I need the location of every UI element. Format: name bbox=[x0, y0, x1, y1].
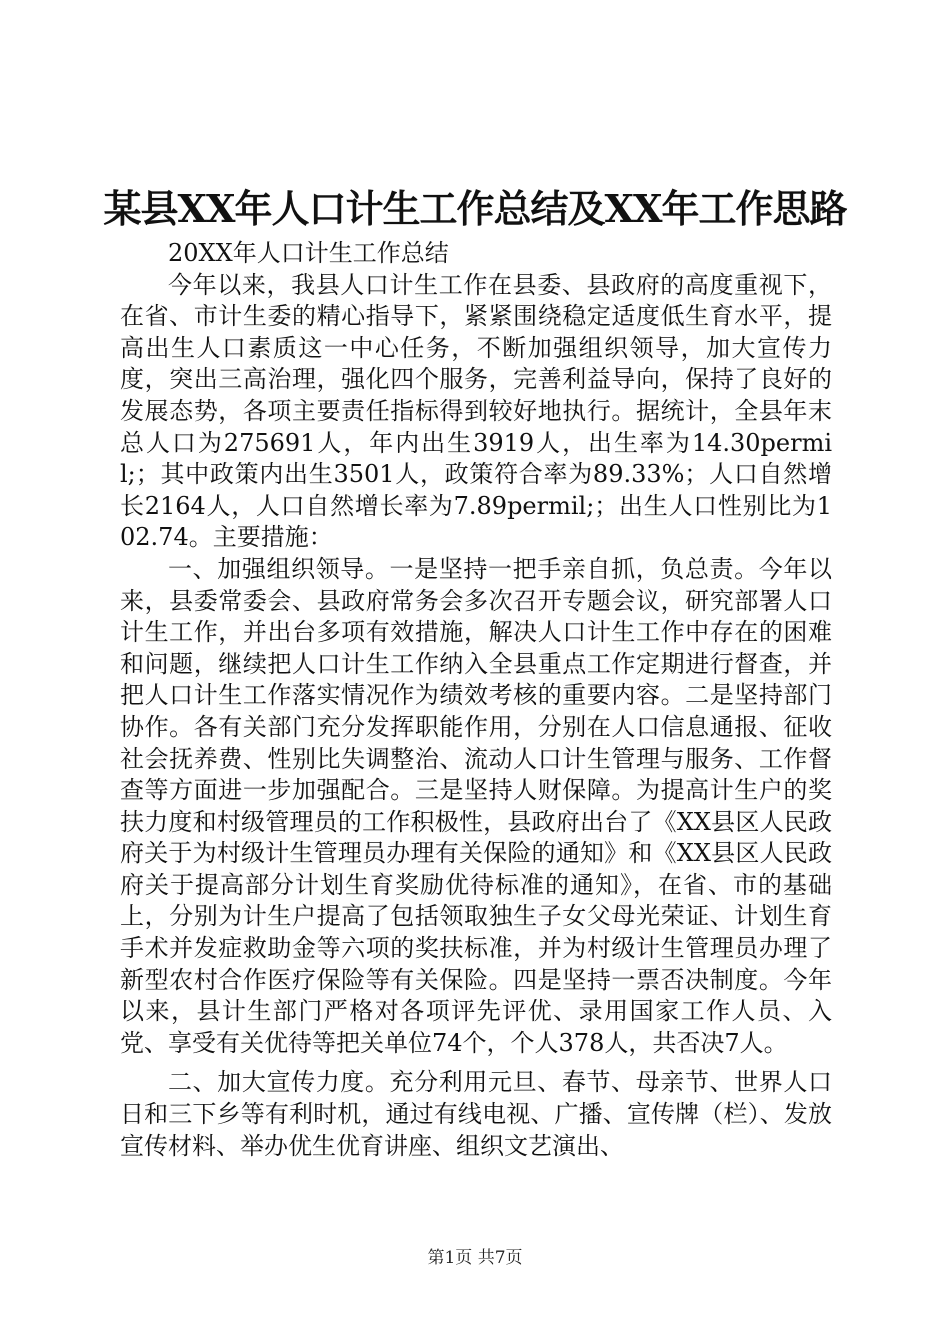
page-footer: 第1页 共7页 bbox=[427, 1248, 523, 1268]
section-subtitle: 20XX年人口计生工作总结 bbox=[168, 239, 449, 267]
document-body bbox=[120, 238, 832, 1162]
document-title: 某县XX年人口计生工作总结及XX年工作思路 bbox=[103, 186, 847, 231]
paragraph-intro: 今年以来，我县人口计生工作在县委、县政府的高度重视下，在省、市计生委的精心指导下，紧紧围绕稳定适度低生育水平，提高出生人口素质这一中心任务，不断加强组织领导，加大宣传力度，突出三高治理，强化四个服务，完善利益导向，保持了良好的发展态势，各项主要责任指标得到较好地执行。据统计，全县年末总人口为275691人，年内出生3919人，出生率为14.30permil;；其中政策内出生3501人，政策符合率为89.33%；人口自然增长2164人，人口自然增长率为7.89permil;；出生人口性别比为102.74。主要措施： bbox=[120, 270, 832, 552]
paragraph-section-one: 一、加强组织领导。一是坚持一把手亲自抓，负总责。今年以来，县委常委会、县政府常务会多次召开专题会议，研究部署人口计生工作，并出台多项有效措施，解决人口计生工作中存在的困难和问题，继续把人口计生工作纳入全县重点工作定期进行督查，并把人口计生工作落实情况作为绩效考核的重要内容。二是坚持部门协作。各有关部门充分发挥职能作用，分别在人口信息通报、征收社会抚养费、性别比失调整治、流动人口计生管理与服务、工作督查等方面进一步加强配合。三是坚持人财保障。为提高计生户的奖扶力度和村级管理员的工作积极性，县政府出台了《XX县区人民政府关于为村级计生管理员办理有关保险的通知》和《XX县区人民政府关于提高部分计划生育奖励优待标准的通知》，在省、市的基础上，分别为计生户提高了包括领取独生子女父母光荣证、计划生育手术并发症救助金等六项的奖扶标准，并为村级计生管理员办理了新型农村合作医疗保险等有关保险。四是坚持一票否决制度。今年以来，县计生部门严格对各项评先评优、录用国家工作人员、入党、享受有关优待等把关单位74个，个人378人，共否决7人。 bbox=[120, 554, 832, 1057]
paragraph-section-two: 二、加大宣传力度。充分利用元旦、春节、母亲节、世界人口日和三下乡等有利时机，通过有线电视、广播、宣传牌（栏）、发放宣传材料、举办优生优育讲座、组织文艺演出、 bbox=[120, 1068, 832, 1160]
